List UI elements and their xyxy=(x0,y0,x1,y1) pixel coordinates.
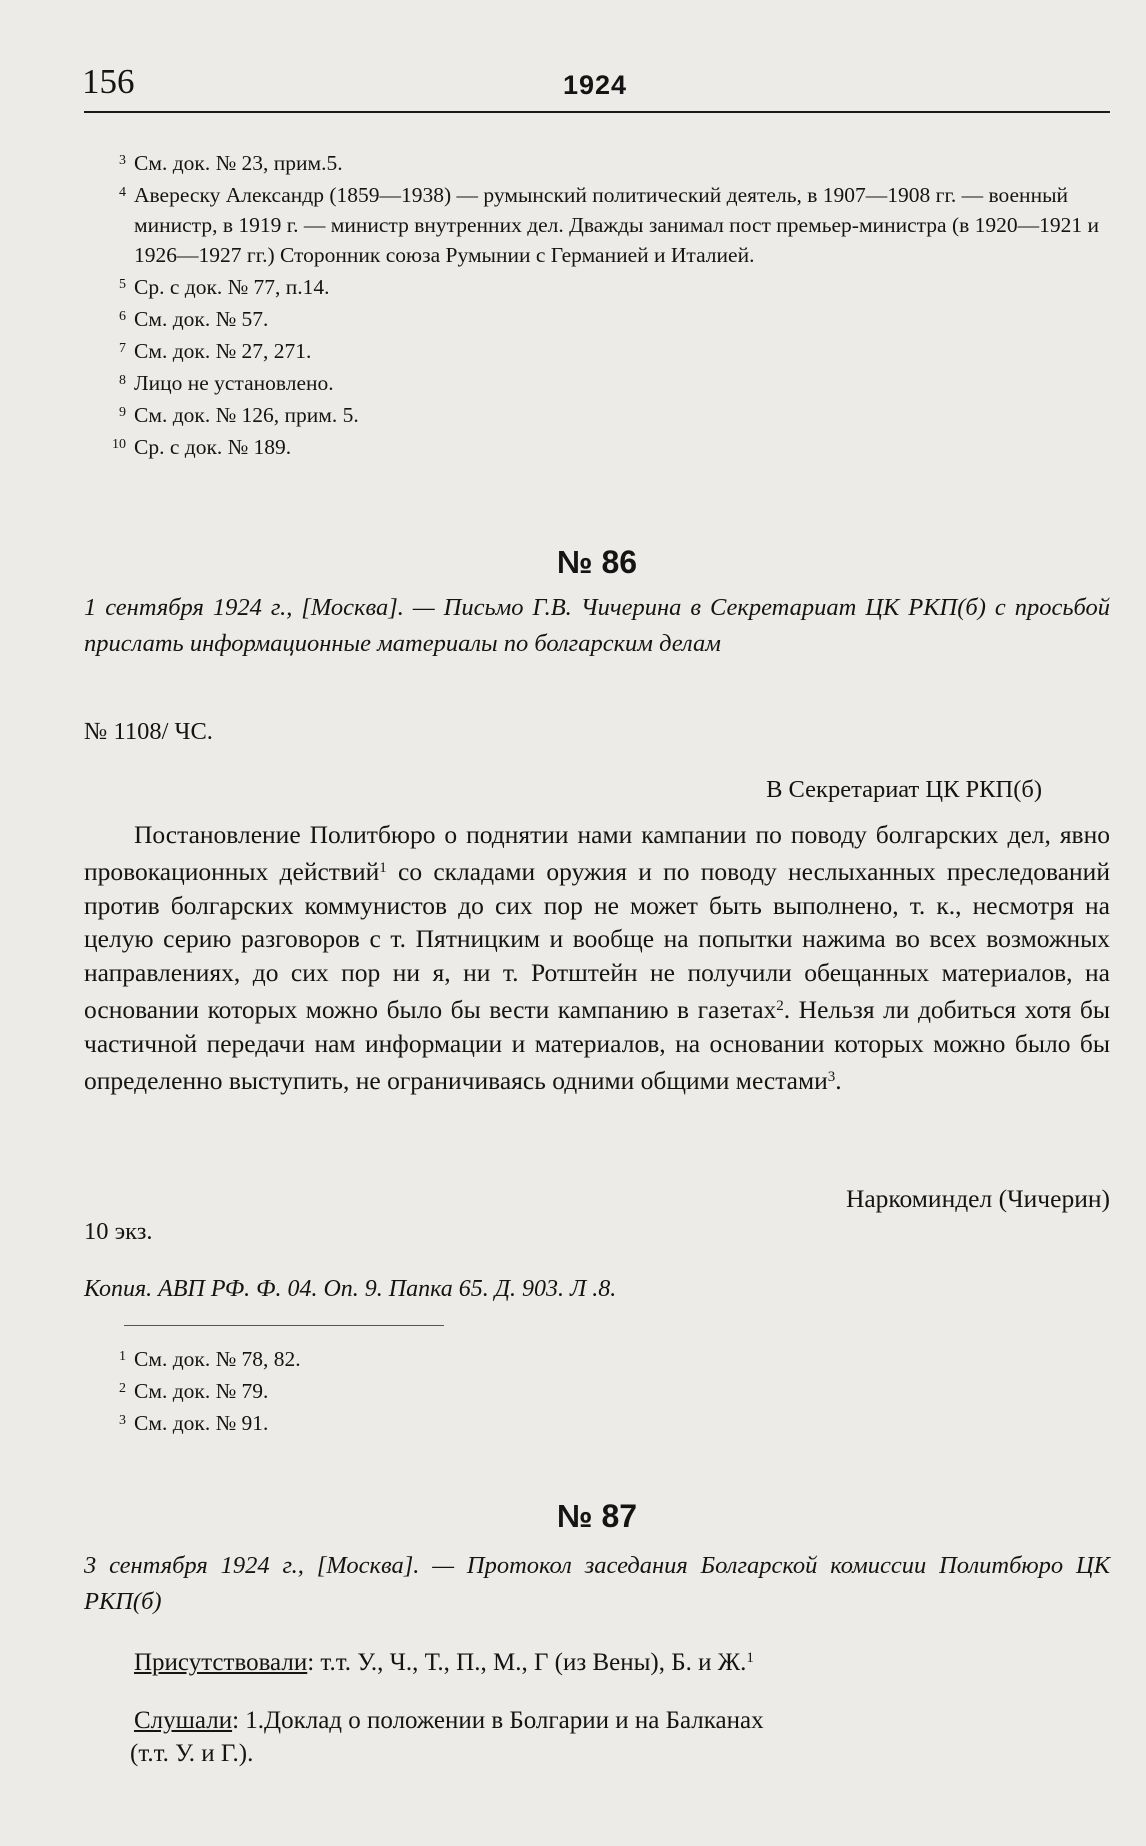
footnote-rule xyxy=(124,1325,444,1326)
footnote: $^{10}$ Ср. с док. № 189. xyxy=(112,435,292,459)
doc86-signature-block xyxy=(84,1184,1110,1214)
heard-line-cont: (т.т. У. и Г.). xyxy=(130,1740,254,1767)
outgoing-number: № 1108/ ЧС. xyxy=(84,718,213,745)
doc86-body xyxy=(84,818,1110,1097)
footnote: $^5$ Ср. с док. № 77, п.14. xyxy=(119,275,330,299)
running-head-year: 1924 xyxy=(562,70,628,100)
doc86-title-block xyxy=(84,590,1110,662)
document-number-87: № 87 xyxy=(556,1498,638,1534)
footnote: $^3$ См. док. № 23, прим.5. xyxy=(119,151,343,175)
footnote: $^9$ См. док. № 126, прим. 5. xyxy=(119,403,359,427)
footnote: $^2$ См. док. № 79. xyxy=(119,1379,269,1403)
addressee: В Секретариат ЦК РКП(б) xyxy=(766,776,1042,803)
doc86-footnotes xyxy=(84,1342,1110,1438)
heard-line: Слушали: 1.Доклад о положении в Болгарии и на Балканах xyxy=(134,1707,764,1734)
archival-source: Копия. АВП РФ. Ф. 04. Оп. 9. Папка 65. Д. 903. Л .8. xyxy=(84,1276,617,1302)
doc87-present xyxy=(84,1642,1110,1679)
footnote: $^8$ Лицо не установлено. xyxy=(119,371,334,395)
footnotes-top xyxy=(84,146,1110,462)
document-number-86: № 86 xyxy=(556,544,638,580)
copies-count: 10 экз. xyxy=(84,1218,153,1245)
doc86-source-block xyxy=(84,1276,1110,1303)
doc87-title: 3 сентября 1924 г., [Москва]. — Протокол заседания Болгарской комиссии Политбюро ЦК РКП(б) xyxy=(84,1552,1110,1615)
footnote: $^7$ См. док. № 27, 271. xyxy=(119,339,312,363)
doc87-title-block xyxy=(84,1548,1110,1620)
footnote: $^1$ См. док. № 78, 82. xyxy=(119,1347,301,1371)
page-header xyxy=(80,58,1110,114)
header-rule xyxy=(84,111,1110,113)
page-number: 156 xyxy=(82,62,135,101)
doc86-addressee-block xyxy=(84,776,1110,804)
present-line: Присутствовали: т.т. У., Ч., Т., П., М., Г (из Вены), Б. и Ж.$^1$ xyxy=(134,1649,754,1676)
doc86-outgoing-block xyxy=(84,718,1110,746)
signature: Наркоминдел (Чичерин) xyxy=(845,1184,1110,1213)
doc86-title: 1 сентября 1924 г., [Москва]. — Письмо Г.В. Чичерина в Секретариат ЦК РКП(б) с просьбой прислать информационные материалы по болгарским делам xyxy=(84,594,1110,657)
footnote: $^4$ Авереску Александр (1859—1938) — румынский политический деятель, в 1907—1908 гг. — военный министр, в 1919 г. — министр внутренних дел. Дважды занимал пост премьер-министра (в 1920—1921 и 1926—1927 гг.) Сторонник союза Румынии с Германией и Италией. xyxy=(119,183,1100,267)
doc86-copies-block xyxy=(84,1218,1110,1246)
footnote: $^6$ См. док. № 57. xyxy=(119,307,269,331)
footnote: $^3$ См. док. № 91. xyxy=(119,1411,269,1435)
letter-text: Постановление Политбюро о поднятии нами кампании по поводу болгарских дел, явно провокационных действий$^1$ со складами оружия и по поводу неслыханных преследований против болгарских коммунистов до сих пор не может быть выполнено, т. к., несмотря на целую серию разговоров с т. Пятницким и вообще на попытки нажима во всех возможных направлениях, до сих пор ни я, ни т. Ротштейн не получили обещанных материалов, на основании которых можно было бы вести кампанию в газетах$^2$. Нельзя ли добиться хотя бы частичной передачи нам информации и материалов, на основании которых можно было бы определенно выступить, не ограничиваясь одними общими местами$^3$. xyxy=(84,820,1110,1095)
doc87-heard xyxy=(84,1704,1110,1770)
